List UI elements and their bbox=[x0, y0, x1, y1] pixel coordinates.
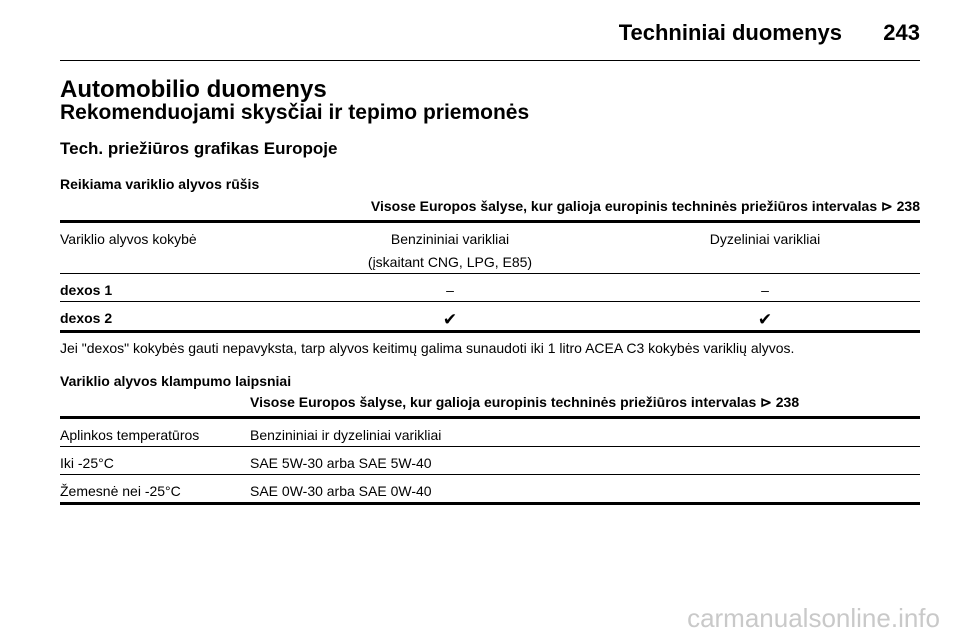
page-number: 243 bbox=[883, 20, 920, 45]
column-header-petrol bbox=[290, 222, 610, 274]
temperature-cell: Iki -25°C bbox=[60, 447, 250, 475]
watermark-text: carmanualsonline.info bbox=[687, 603, 940, 633]
viscosity-heading: Variklio alyvos klampumo laipsniai bbox=[60, 373, 292, 389]
viscosity-grade-cell: SAE 5W-30 arba SAE 5W-40 bbox=[250, 447, 920, 475]
table-row bbox=[60, 475, 920, 504]
column-header-petrol-label: Benzininiai varikliai bbox=[390, 231, 510, 247]
table-caption: Visose Europos šalyse, kur galioja europinis techninės priežiūros intervalas ⊳ 238 bbox=[370, 198, 920, 214]
oil-quality-cell: dexos 1 bbox=[60, 274, 290, 302]
column-header-quality: Variklio alyvos kokybė bbox=[60, 222, 290, 274]
oil-grade-heading: Reikiama variklio alyvos rūšis bbox=[60, 176, 260, 192]
header-divider bbox=[60, 60, 920, 61]
table-caption: Visose Europos šalyse, kur galioja europinis techninės priežiūros intervalas ⊳ 238 bbox=[250, 394, 800, 410]
viscosity-table bbox=[60, 392, 920, 505]
subsection-heading: Rekomenduojami skysčiai ir tepimo priemonės bbox=[60, 101, 530, 124]
oil-note: Jei "dexos" kokybės gauti nepavyksta, tarp alyvos keitimų galima sunaudoti iki 1 litro ACEA C3 kokybės variklių alyvos. bbox=[60, 340, 795, 356]
diesel-cell: – bbox=[610, 274, 920, 302]
column-header-engines: Benzininiai ir dyzeliniai varikliai bbox=[250, 418, 920, 447]
diesel-check-icon: ✔ bbox=[610, 302, 920, 332]
column-header-temperature: Aplinkos temperatūros bbox=[60, 418, 250, 447]
petrol-check-icon: ✔ bbox=[290, 302, 610, 332]
table-row bbox=[60, 302, 920, 332]
oil-grade-table bbox=[60, 196, 920, 333]
section-heading: Automobilio duomenys bbox=[60, 76, 327, 103]
running-header-title: Techniniai duomenys bbox=[618, 20, 842, 45]
column-header-petrol-note: (įskaitant CNG, LPG, E85) bbox=[367, 254, 533, 270]
temperature-cell: Žemesnė nei -25°C bbox=[60, 475, 250, 504]
viscosity-grade-cell: SAE 0W-30 arba SAE 0W-40 bbox=[250, 475, 920, 504]
table-row bbox=[60, 274, 920, 302]
column-header-diesel: Dyzeliniai varikliai bbox=[610, 222, 920, 274]
oil-quality-cell: dexos 2 bbox=[60, 302, 290, 332]
petrol-cell: – bbox=[290, 274, 610, 302]
subsubsection-heading: Tech. priežiūros grafikas Europoje bbox=[60, 139, 338, 158]
table-row bbox=[60, 447, 920, 475]
